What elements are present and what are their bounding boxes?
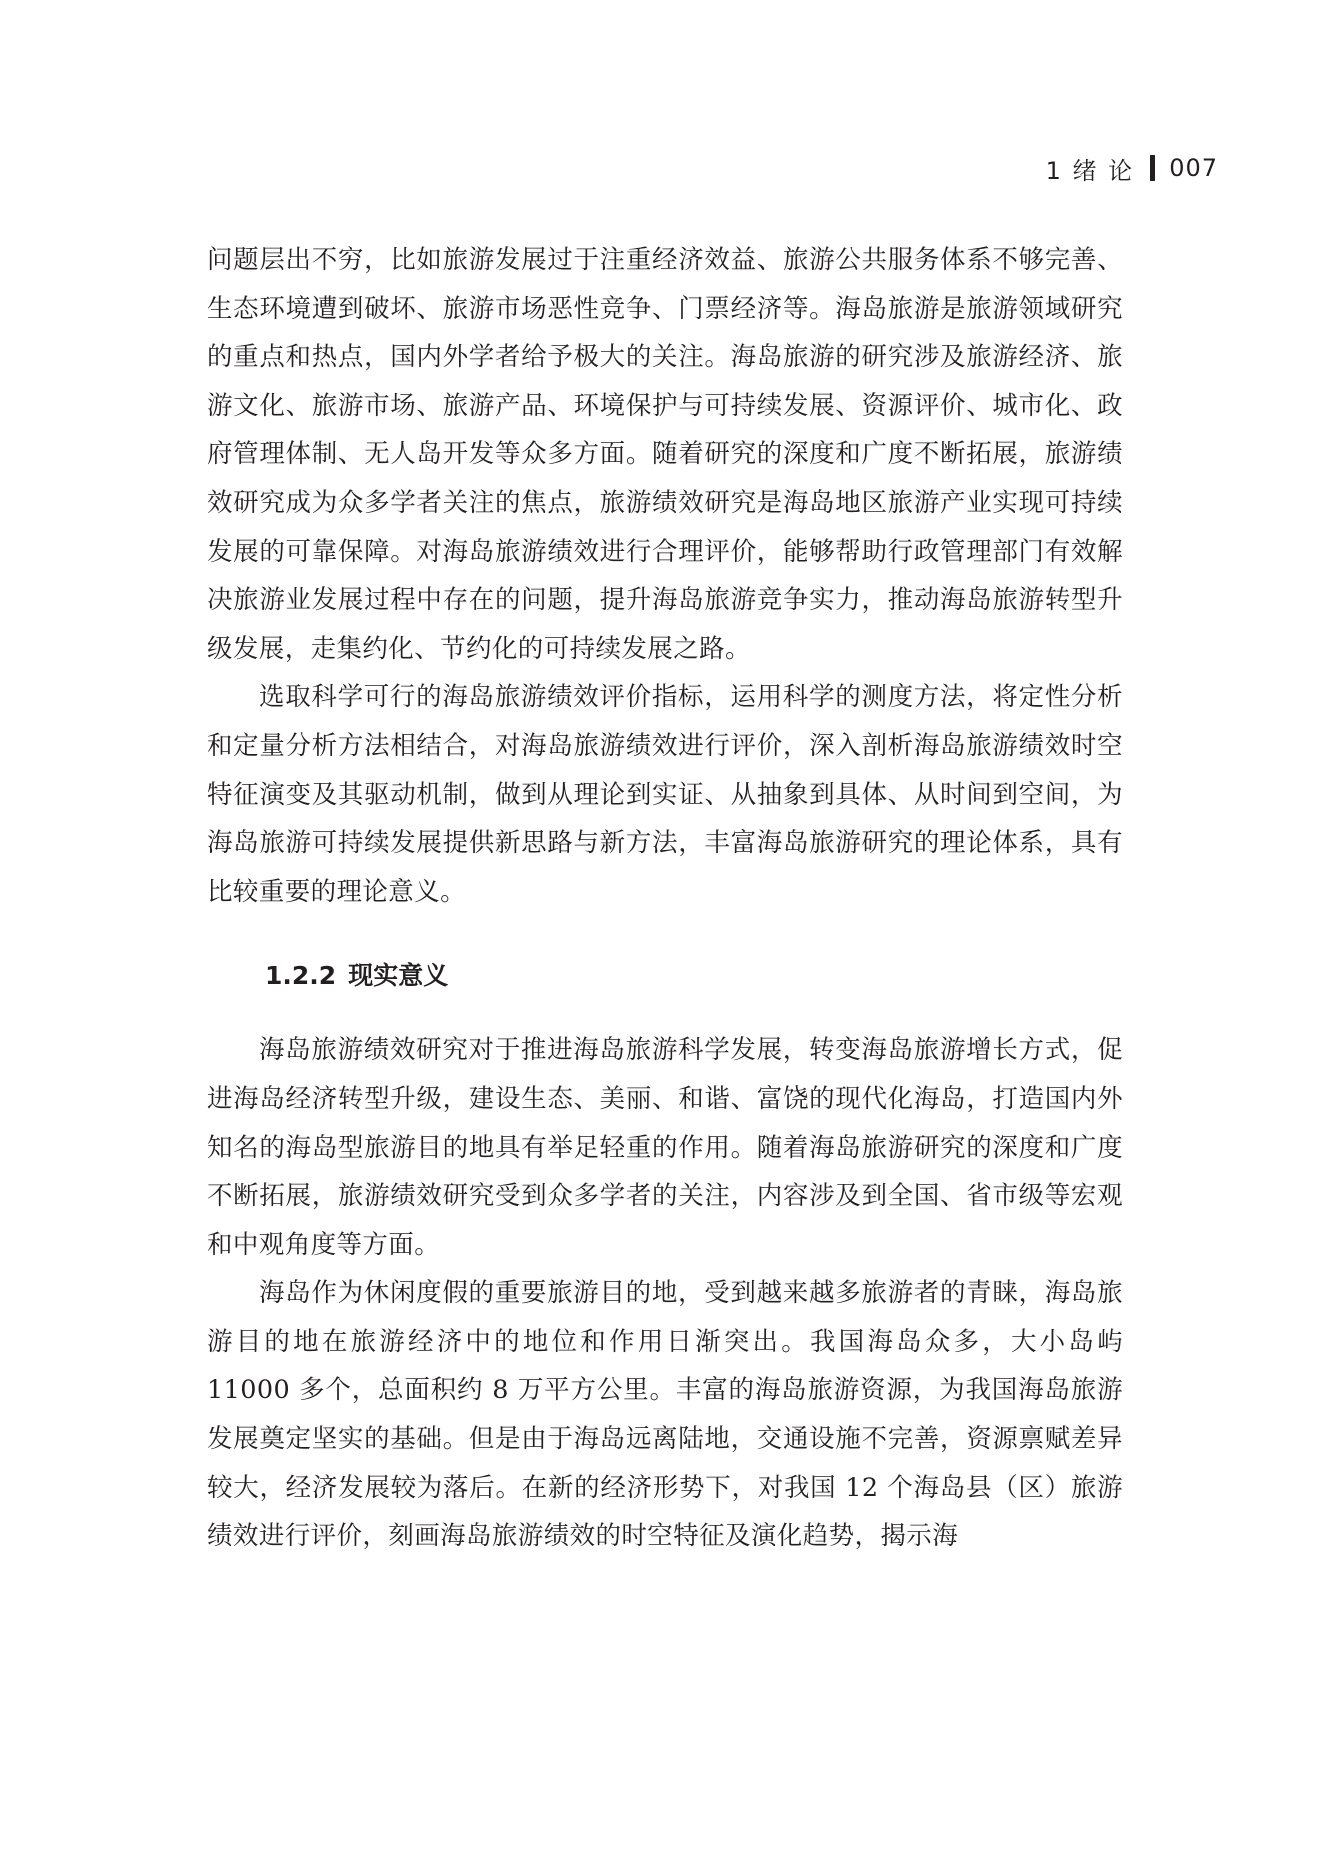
paragraph: 海岛作为休闲度假的重要旅游目的地，受到越来越多旅游者的青睐，海岛旅游目的地在旅游经济中的地位和作用日渐突出。我国海岛众多，大小岛屿 11000 多个，总面积约 8 万平方公里。丰富的海岛旅游资源，为我国海岛旅游发展奠定坚实的基础。但是由于海岛远离陆地，交通设施不完善，资源禀赋差异较大，经济发展较为落后。在新的经济形势下，对我国 12 个海岛县（区）旅游绩效进行评价，刻画海岛旅游绩效的时空特征及演化趋势，揭示海 <box>207 1278 1123 1552</box>
paragraph: 选取科学可行的海岛旅游绩效评价指标，运用科学的测度方法，将定性分析和定量分析方法相结合，对海岛旅游绩效进行评价，深入剖析海岛旅游绩效时空特征演变及其驱动机制，做到从理论到实证、从抽象到具体、从时间到空间，为海岛旅游可持续发展提供新思路与新方法，丰富海岛旅游研究的理论体系，具有比较重要的理论意义。 <box>207 682 1123 907</box>
section-number: 1.2.2 <box>265 961 337 991</box>
paragraph: 海岛旅游绩效研究对于推进海岛旅游科学发展，转变海岛旅游增长方式，促进海岛经济转型升级，建设生态、美丽、和谐、富饶的现代化海岛，打造国内外知名的海岛型旅游目的地具有举足轻重的作用。随着海岛旅游研究的深度和广度不断拓展，旅游绩效研究受到众多学者的关注，内容涉及到全国、省市级等宏观和中观角度等方面。 <box>207 1035 1123 1260</box>
page-number: 007 <box>1169 154 1218 182</box>
running-head <box>1046 148 1218 188</box>
paragraph-continued: 问题层出不穷，比如旅游发展过于注重经济效益、旅游公共服务体系不够完善、生态环境遭到破坏、旅游市场恶性竞争、门票经济等。海岛旅游是旅游领域研究的重点和热点，国内外学者给予极大的关注。海岛旅游的研究涉及旅游经济、旅游文化、旅游市场、旅游产品、环境保护与可持续发展、资源评价、城市化、政府管理体制、无人岛开发等众多方面。随着研究的深度和广度不断拓展，旅游绩效研究成为众多学者关注的焦点，旅游绩效研究是海岛地区旅游产业实现可持续发展的可靠保障。对海岛旅游绩效进行合理评价，能够帮助行政管理部门有效解决旅游业发展过程中存在的问题，提升海岛旅游竞争实力，推动海岛旅游转型升级发展，走集约化、节约化的可持续发展之路。 <box>207 245 1123 664</box>
header-divider-bar <box>1150 155 1155 181</box>
chapter-title: 1 绪 论 <box>1045 156 1135 185</box>
section-heading <box>207 952 1123 1026</box>
body-text <box>207 236 1123 1561</box>
section-title: 现实意义 <box>348 961 449 991</box>
